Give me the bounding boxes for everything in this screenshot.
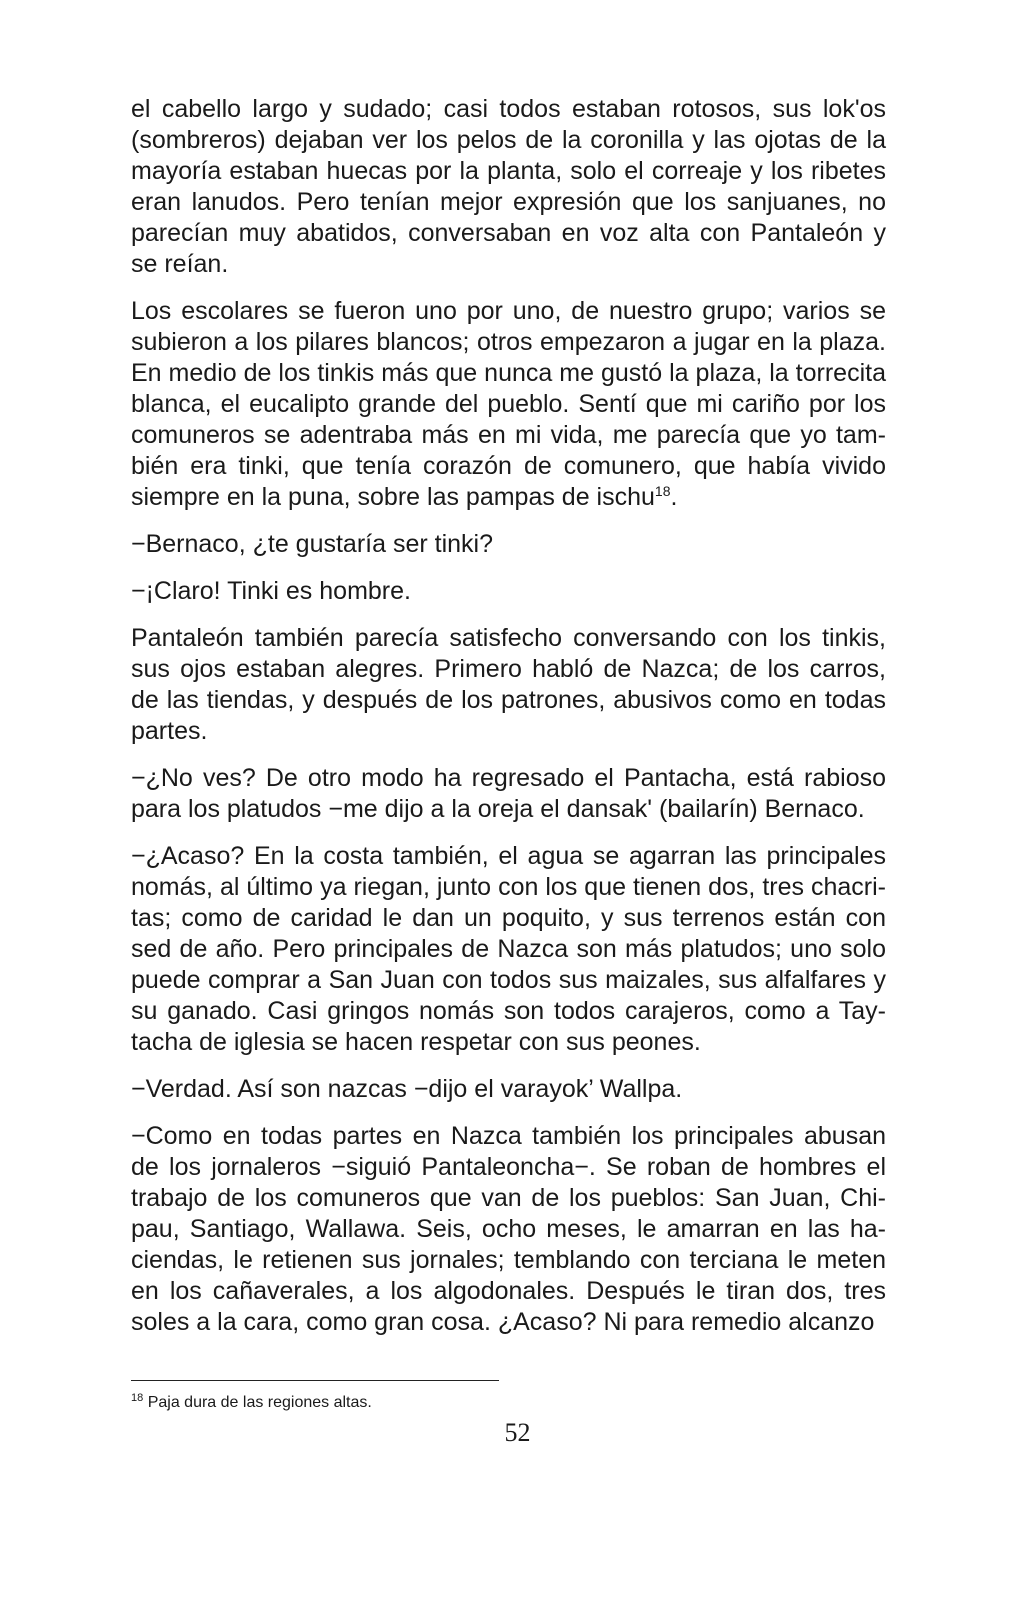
paragraph-8: −Verdad. Así son nazcas −dijo el varayok’ Wallpa. bbox=[131, 1075, 683, 1103]
footnote-reference[interactable]: 18 bbox=[654, 483, 671, 499]
footnote-divider bbox=[131, 1380, 499, 1381]
paragraph-6: −¿No ves? De otro modo ha regresado el Pantacha, está rabioso para los platudos −me dijo a la oreja el dansak' (bailarín) Bernaco. bbox=[131, 764, 886, 823]
body-text bbox=[131, 94, 886, 1338]
paragraph-1: el cabello largo y sudado; casi todos estaban rotosos, sus lok'os (sombreros) dejaban ver los pelos de la coronilla y las ojotas de la mayoría estaban huecas por la planta, solo el correaje y los ribetes eran lanudos. Pero tenían mejor expresión que los sanjuanes, no parecían muy abatidos, conversaban en voz alta con Pantaleón y se reían. bbox=[131, 95, 886, 278]
page-number: 52 bbox=[504, 1418, 531, 1447]
paragraph-7: −¿Acaso? En la costa también, el agua se agarran las principales nomás, al último ya riegan, junto con los que tienen dos, tres chacritas; como de caridad le dan un poquito, y sus terrenos están con sed de año. Pero principales de Nazca son más platudos; uno solo puede comprar a San Juan con todos sus maizales, sus alfalfares y su ganado. Casi gringos nomás son todos carajeros, como a Taytacha de iglesia se hacen respetar con sus peones. bbox=[131, 842, 886, 1056]
paragraph-4: −¡Claro! Tinki es hombre. bbox=[131, 577, 411, 605]
paragraph-5: Pantaleón también parecía satisfecho conversando con los tinkis, sus ojos estaban alegres. Primero habló de Nazca; de los carros, de las tiendas, y después de los patrones, abusivos como en todas partes. bbox=[131, 624, 886, 745]
footnote-text: Paja dura de las regiones altas. bbox=[147, 1394, 372, 1411]
paragraph-2-end: . bbox=[670, 483, 678, 511]
footnote-number: 18 bbox=[131, 1392, 144, 1404]
paragraph-2 bbox=[131, 296, 886, 513]
paragraph-3: −Bernaco, ¿te gustaría ser tinki? bbox=[131, 530, 493, 558]
footnote bbox=[131, 1392, 731, 1414]
paragraph-2-text: Los escolares se fueron uno por uno, de nuestro grupo; varios se subieron a los pilares blancos; otros empezaron a jugar en la plaza. En medio de los tinkis más que nunca me gustó la plaza, la torrecita blanca, el eucalipto grande del pueblo. Sentí que mi cariño por los comuneros se adentraba más en mi vida, me parecía que yo también era tinki, que tenía corazón de comunero, que había vivido siempre en la puna, sobre las pampas de ischu bbox=[131, 297, 886, 511]
paragraph-9: −Como en todas partes en Nazca también los principales abusan de los jornaleros −siguió Pantaleoncha−. Se roban de hombres el trabajo de los comuneros que van de los pueblos: San Juan, Chipau, Santiago, Wallawa. Seis, ocho meses, le amarran en las haciendas, le retienen sus jornales; temblando con terciana le meten en los cañaverales, a los algodonales. Después le tiran dos, tres soles a la cara, como gran cosa. ¿Acaso? Ni para remedio alcanzo bbox=[131, 1122, 886, 1336]
